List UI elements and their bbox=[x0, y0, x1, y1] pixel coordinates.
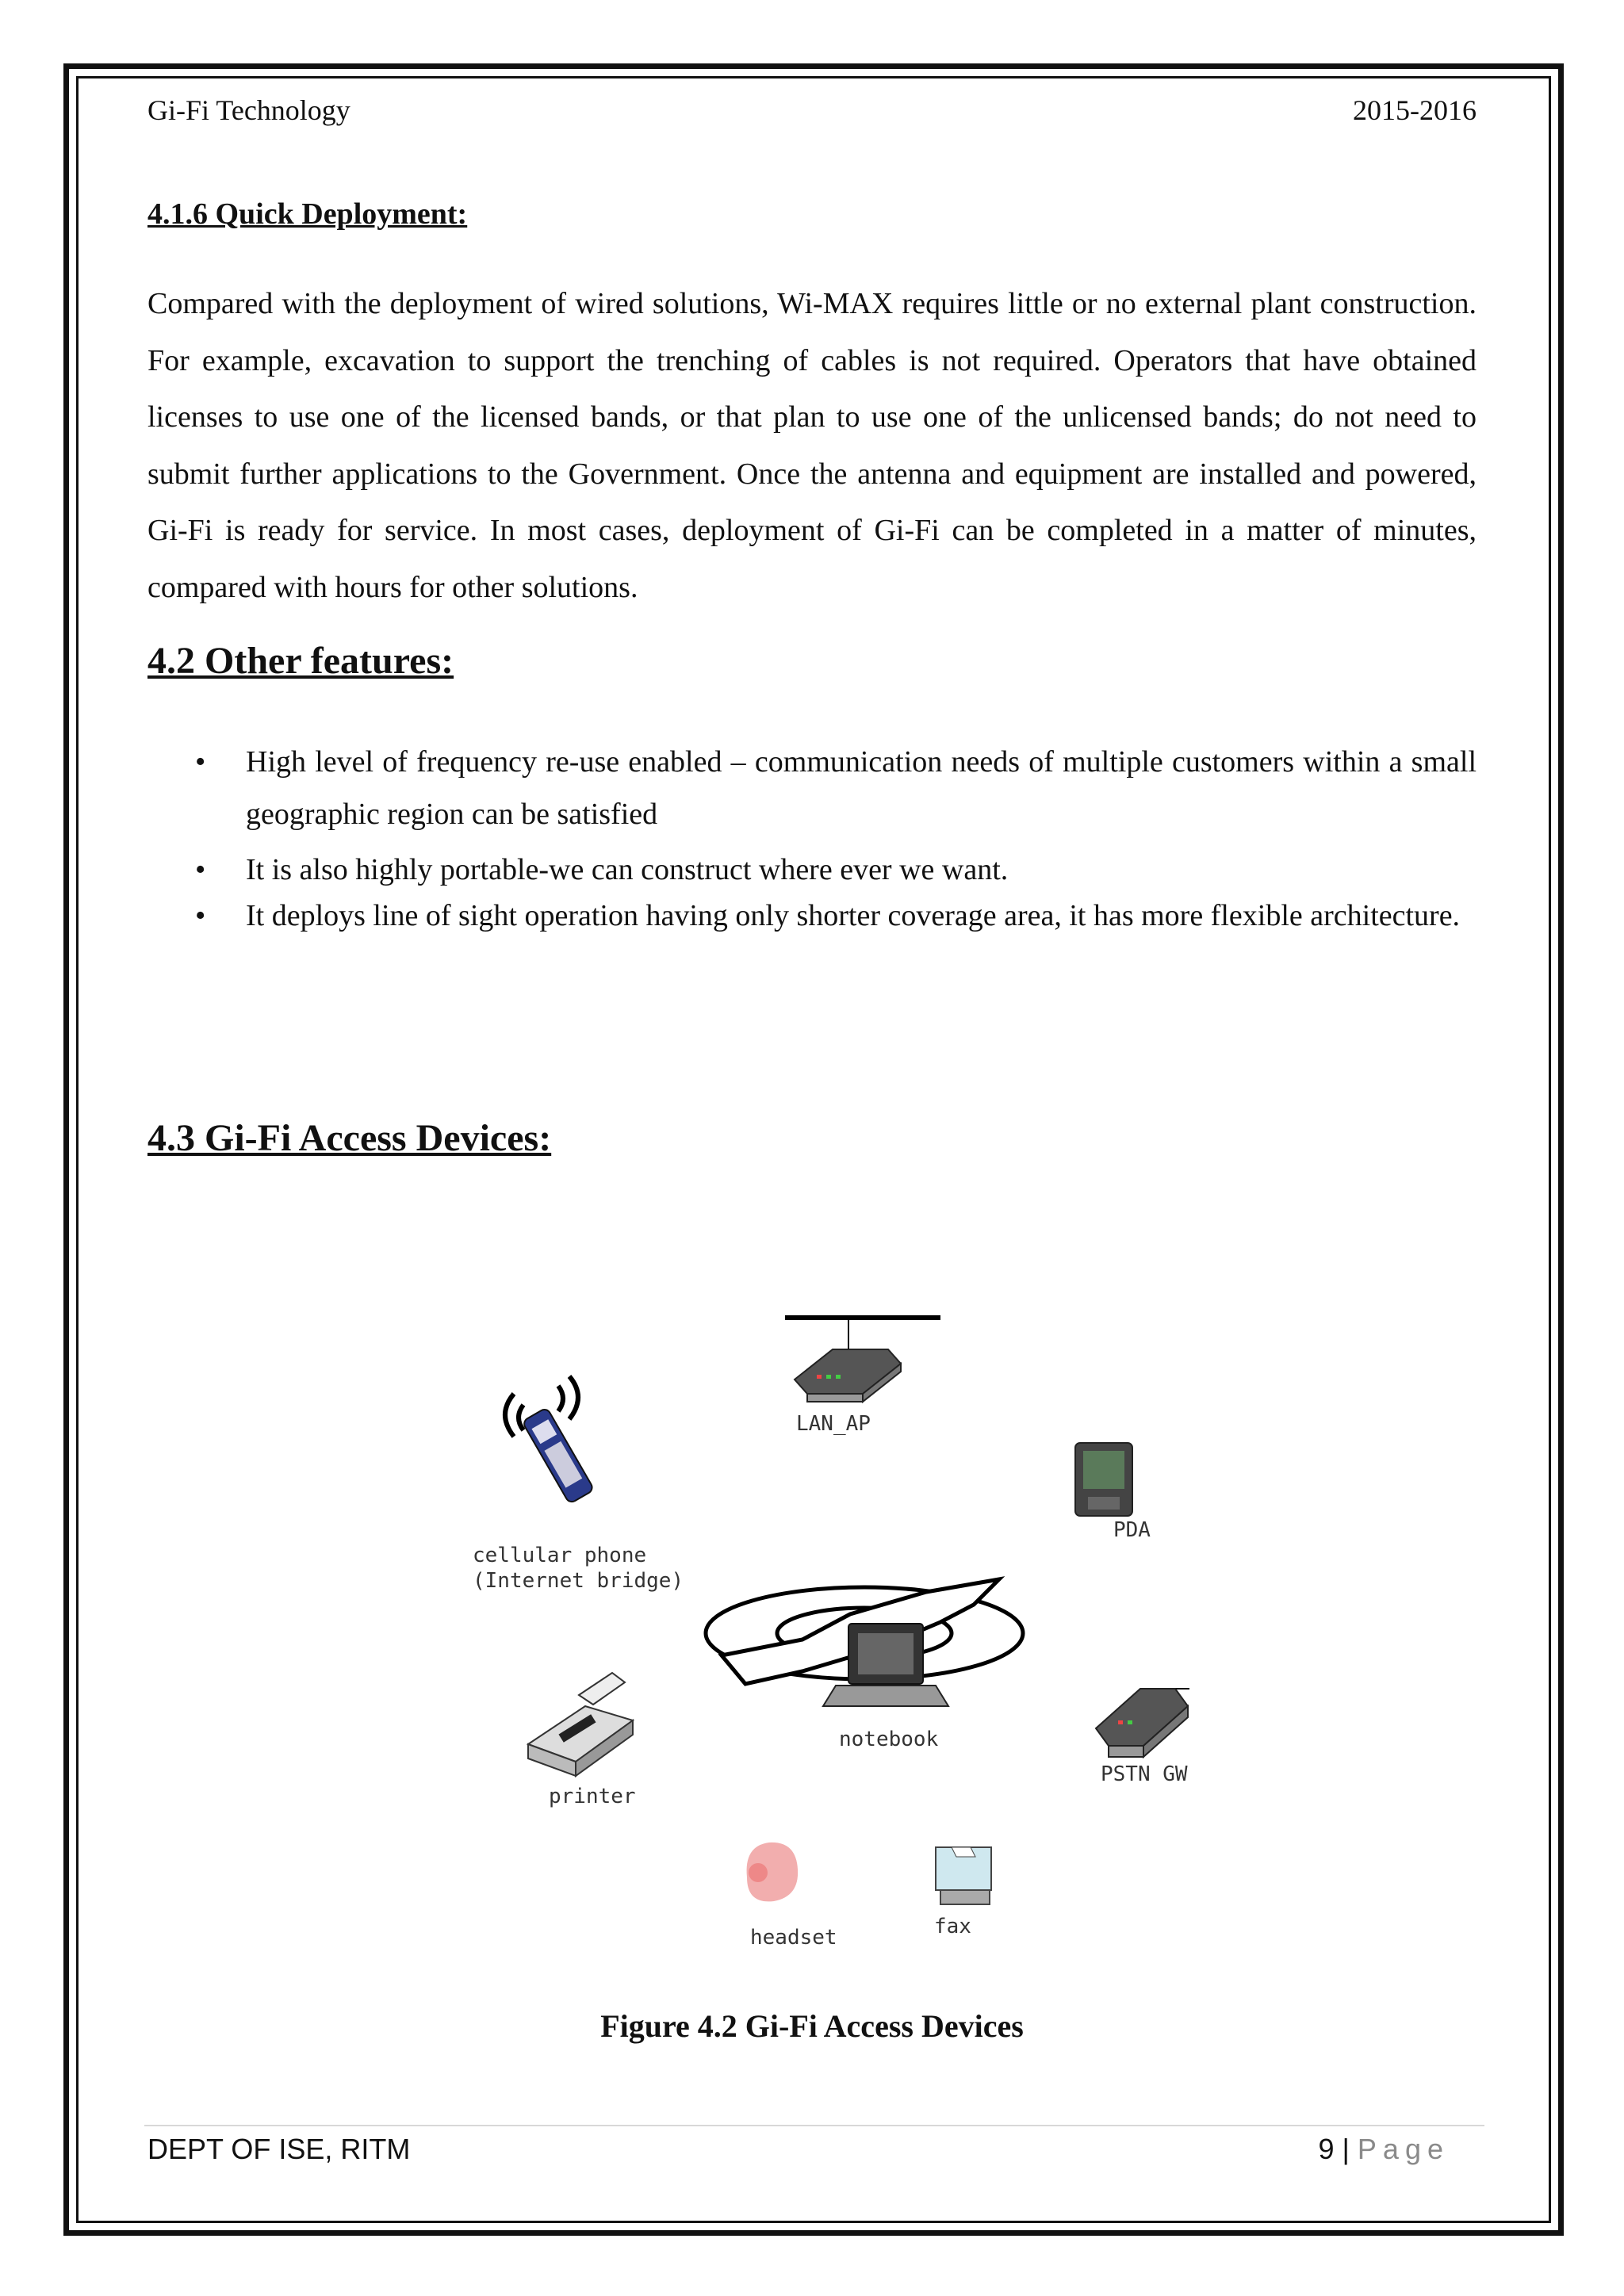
page-number: 9 bbox=[1318, 2133, 1335, 2165]
footer-department: DEPT OF ISE, RITM bbox=[147, 2133, 411, 2165]
page-separator: | bbox=[1342, 2133, 1350, 2165]
section-42-heading: 4.2 Other features: bbox=[147, 640, 454, 682]
cellular-phone-icon bbox=[505, 1376, 594, 1504]
pstn-gw-label: PSTN GW bbox=[1101, 1762, 1188, 1786]
list-item bbox=[147, 844, 1477, 896]
lan-ap-label: LAN_AP bbox=[796, 1412, 871, 1436]
headset-icon bbox=[747, 1843, 799, 1902]
printer-icon bbox=[528, 1673, 633, 1776]
headset-label: headset bbox=[750, 1926, 837, 1950]
header-year: 2015-2016 bbox=[1353, 94, 1477, 126]
footer-divider bbox=[144, 2125, 1484, 2126]
bullet-icon: • bbox=[195, 853, 206, 886]
list-item-text: It is also highly portable-we can construct where ever we want. bbox=[246, 853, 1009, 886]
list-item bbox=[147, 736, 1477, 840]
access-devices-figure bbox=[473, 1300, 1253, 1958]
lan-ap-icon bbox=[785, 1318, 940, 1402]
section-416-paragraph: Compared with the deployment of wired solutions, Wi-MAX requires little or no external plant construction. For example, excavation to support the trenching of cables is not required. Operators that have obtained licenses to use one of the licensed bands, or that plan to use one of the unlicensed bands; do not need to submit further applications to the Government. Once the antenna and equipment are installed and powered, Gi-Fi is ready for service. In most cases, deployment of Gi-Fi can be completed in a matter of minutes, compared with hours for other solutions. bbox=[147, 287, 1477, 604]
list-item bbox=[147, 890, 1477, 942]
notebook-label: notebook bbox=[839, 1728, 939, 1751]
bullet-icon: • bbox=[195, 899, 206, 932]
header-title: Gi-Fi Technology bbox=[147, 94, 350, 126]
pstn-gw-icon bbox=[1096, 1689, 1189, 1757]
section-43-heading: 4.3 Gi-Fi Access Devices: bbox=[147, 1117, 552, 1159]
bullet-icon: • bbox=[195, 745, 206, 779]
feature-list bbox=[147, 736, 1477, 942]
pda-label: PDA bbox=[1113, 1518, 1151, 1542]
list-item-text: It deploys line of sight operation having only shorter coverage area, it has more flexible architecture. bbox=[246, 899, 1461, 932]
list-item-text: High level of frequency re-use enabled – communication needs of multiple customers within a small geographic region can be satisfied bbox=[246, 745, 1477, 831]
page-word: Page bbox=[1357, 2133, 1450, 2165]
figure-caption: Figure 4.2 Gi-Fi Access Devices bbox=[600, 2008, 1024, 2044]
pda-icon bbox=[1075, 1443, 1132, 1516]
fax-label: fax bbox=[934, 1915, 971, 1938]
internet-bridge-label: (Internet bridge) bbox=[473, 1569, 684, 1593]
fax-icon bbox=[936, 1847, 991, 1904]
printer-label: printer bbox=[549, 1785, 636, 1808]
footer-page bbox=[1319, 2133, 1450, 2166]
section-416-heading: 4.1.6 Quick Deployment: bbox=[147, 197, 468, 231]
cellular-phone-label: cellular phone bbox=[473, 1544, 647, 1567]
